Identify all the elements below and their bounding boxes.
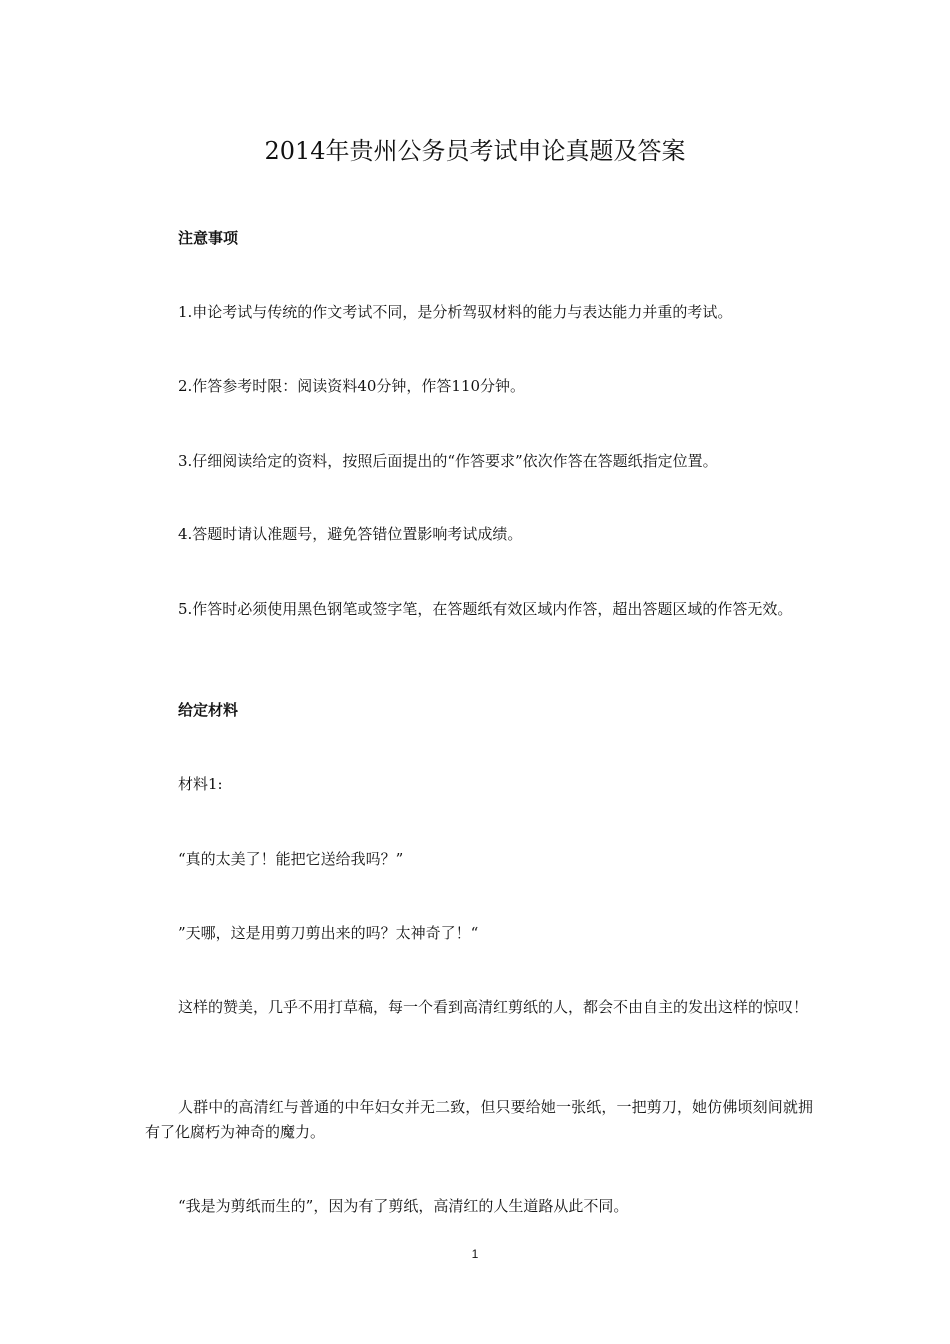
material-paragraph-2: ”天哪，这是用剪刀剪出来的吗？太神奇了！“ xyxy=(178,924,479,942)
material-heading: 给定材料 xyxy=(178,701,239,719)
notice-item-4: 4.答题时请认准题号，避免答错位置影响考试成绩。 xyxy=(178,525,523,543)
notice-item-3: 3.仔细阅读给定的资料，按照后面提出的“作答要求”依次作答在答题纸指定位置。 xyxy=(178,452,718,470)
material-label: 材料1: xyxy=(178,775,223,793)
material-paragraph-4: 人群中的高清红与普通的中年妇女并无二致，但只要给她一张纸，一把剪刀，她仿佛顷刻间就拥有了化腐朽为神奇的魔力。 xyxy=(145,1098,813,1141)
material-paragraph-5: “我是为剪纸而生的”，因为有了剪纸，高清红的人生道路从此不同。 xyxy=(178,1197,629,1215)
notice-item-1: 1.申论考试与传统的作文考试不同，是分析驾驭材料的能力与表达能力并重的考试。 xyxy=(178,303,733,321)
document-title: 2014年贵州公务员考试申论真题及答案 xyxy=(264,137,686,165)
notice-item-2: 2.作答参考时限：阅读资料40分钟，作答110分钟。 xyxy=(178,377,526,395)
material-paragraph-3: 这样的赞美，几乎不用打草稿，每一个看到高清红剪纸的人，都会不由自主的发出这样的惊叹！ xyxy=(178,998,809,1016)
page-number: 1 xyxy=(471,1247,479,1261)
notice-heading: 注意事项 xyxy=(178,229,239,247)
material-paragraph-1: “真的太美了！能把它送给我吗？” xyxy=(178,850,404,868)
notice-item-5: 5.作答时必须使用黑色钢笔或签字笔，在答题纸有效区域内作答，超出答题区域的作答无效。 xyxy=(178,600,793,618)
